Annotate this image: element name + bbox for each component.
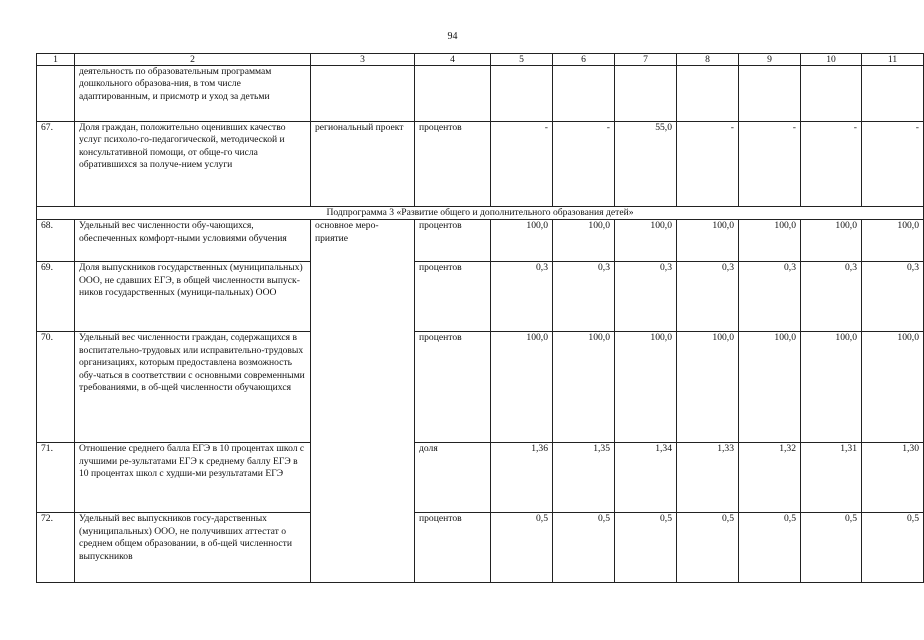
- row-number: [37, 66, 75, 122]
- indicators-table: [36, 53, 924, 583]
- header-cell: 10: [801, 54, 862, 66]
- value-cell: -: [862, 122, 924, 207]
- value-cell: 100,0: [615, 332, 677, 443]
- value-cell: 100,0: [677, 332, 739, 443]
- value-cell: 1,34: [615, 443, 677, 513]
- value-cell: 100,0: [739, 332, 801, 443]
- indicator-unit: процентов: [415, 513, 491, 583]
- indicator-unit: доля: [415, 443, 491, 513]
- header-cell: 3: [311, 54, 415, 66]
- indicator-unit: [415, 66, 491, 122]
- value-cell: 0,5: [739, 513, 801, 583]
- value-cell: -: [739, 122, 801, 207]
- table-row: [37, 513, 924, 583]
- header-cell: 4: [415, 54, 491, 66]
- indicator-source: региональный проект: [311, 122, 415, 207]
- value-cell: 55,0: [615, 122, 677, 207]
- value-cell: 1,35: [553, 443, 615, 513]
- header-cell: 9: [739, 54, 801, 66]
- value-cell: [553, 66, 615, 122]
- value-cell: 0,5: [801, 513, 862, 583]
- value-cell: 100,0: [801, 332, 862, 443]
- value-cell: 0,5: [677, 513, 739, 583]
- indicator-unit: процентов: [415, 122, 491, 207]
- table-row: [37, 220, 924, 262]
- column-number-row: [37, 54, 924, 66]
- value-cell: 0,3: [739, 262, 801, 332]
- value-cell: [677, 66, 739, 122]
- row-number: 71.: [37, 443, 75, 513]
- table-row: [37, 122, 924, 207]
- indicator-unit: процентов: [415, 332, 491, 443]
- value-cell: [739, 66, 801, 122]
- value-cell: 0,5: [491, 513, 553, 583]
- value-cell: 100,0: [677, 220, 739, 262]
- value-cell: 100,0: [553, 332, 615, 443]
- header-cell: 5: [491, 54, 553, 66]
- value-cell: 100,0: [615, 220, 677, 262]
- value-cell: 0,3: [677, 262, 739, 332]
- header-cell: 7: [615, 54, 677, 66]
- header-cell: 6: [553, 54, 615, 66]
- value-cell: [801, 66, 862, 122]
- value-cell: 1,31: [801, 443, 862, 513]
- indicator-name: Доля выпускников государственных (муниципальных) ООО, не сдавших ЕГЭ, в общей численности выпуск-ников государственных (муници-пальных) ООО: [75, 262, 311, 332]
- table-row: [37, 443, 924, 513]
- indicator-name: деятельность по образовательным программам дошкольного образова-ния, в том числе адаптированным, и присмотр и уход за детьми: [75, 66, 311, 122]
- value-cell: [491, 66, 553, 122]
- row-number: 72.: [37, 513, 75, 583]
- value-cell: -: [491, 122, 553, 207]
- indicator-name: Удельный вес численности граждан, содержащихся в воспитательно-трудовых или исправительно-трудовых организациях, которым предоставлена возможность обу-чаться в соответствии с основными современными требованиями, в об-щей численности обучающихся: [75, 332, 311, 443]
- value-cell: 0,5: [862, 513, 924, 583]
- row-number: 67.: [37, 122, 75, 207]
- row-number: 68.: [37, 220, 75, 262]
- indicator-unit: процентов: [415, 262, 491, 332]
- value-cell: 1,30: [862, 443, 924, 513]
- indicator-source: основное меро-приятие: [311, 220, 415, 583]
- value-cell: 100,0: [739, 220, 801, 262]
- header-cell: 8: [677, 54, 739, 66]
- value-cell: 0,3: [801, 262, 862, 332]
- indicator-unit: процентов: [415, 220, 491, 262]
- value-cell: -: [801, 122, 862, 207]
- value-cell: 100,0: [862, 332, 924, 443]
- value-cell: 100,0: [491, 332, 553, 443]
- value-cell: -: [553, 122, 615, 207]
- header-cell: 2: [75, 54, 311, 66]
- table-row: [37, 262, 924, 332]
- value-cell: -: [677, 122, 739, 207]
- indicator-name: Удельный вес выпускников госу-дарственных (муниципальных) ООО, не получивших аттестат о среднем общем образовании, в об-щей численности выпускников: [75, 513, 311, 583]
- value-cell: 0,5: [553, 513, 615, 583]
- value-cell: [862, 66, 924, 122]
- value-cell: 1,32: [739, 443, 801, 513]
- subprogram-title: Подпрограмма 3 «Развитие общего и дополнительного образования детей»: [37, 207, 924, 220]
- page-number: 94: [447, 31, 458, 42]
- header-cell: 1: [37, 54, 75, 66]
- value-cell: 100,0: [862, 220, 924, 262]
- indicator-name: Удельный вес численности обу-чающихся, обеспеченных комфорт-ными условиями обучения: [75, 220, 311, 262]
- value-cell: 100,0: [491, 220, 553, 262]
- value-cell: 0,3: [491, 262, 553, 332]
- value-cell: 1,36: [491, 443, 553, 513]
- value-cell: 1,33: [677, 443, 739, 513]
- value-cell: 0,3: [862, 262, 924, 332]
- indicator-source: [311, 66, 415, 122]
- table-row: [37, 66, 924, 122]
- header-cell: 11: [862, 54, 924, 66]
- value-cell: 0,5: [615, 513, 677, 583]
- indicator-name: Отношение среднего балла ЕГЭ в 10 процентах школ с лучшими ре-зультатами ЕГЭ к среднему баллу ЕГЭ в 10 процентах школ с худши-ми результатами ЕГЭ: [75, 443, 311, 513]
- table-row: [37, 332, 924, 443]
- value-cell: 100,0: [553, 220, 615, 262]
- value-cell: 0,3: [553, 262, 615, 332]
- indicator-name: Доля граждан, положительно оценивших качество услуг психоло-го-педагогической, методической и консультативной помощи, от обще-го числа обратившихся за получе-нием услуги: [75, 122, 311, 207]
- value-cell: 100,0: [801, 220, 862, 262]
- row-number: 70.: [37, 332, 75, 443]
- value-cell: [615, 66, 677, 122]
- value-cell: 0,3: [615, 262, 677, 332]
- subprogram-row: [37, 207, 924, 220]
- row-number: 69.: [37, 262, 75, 332]
